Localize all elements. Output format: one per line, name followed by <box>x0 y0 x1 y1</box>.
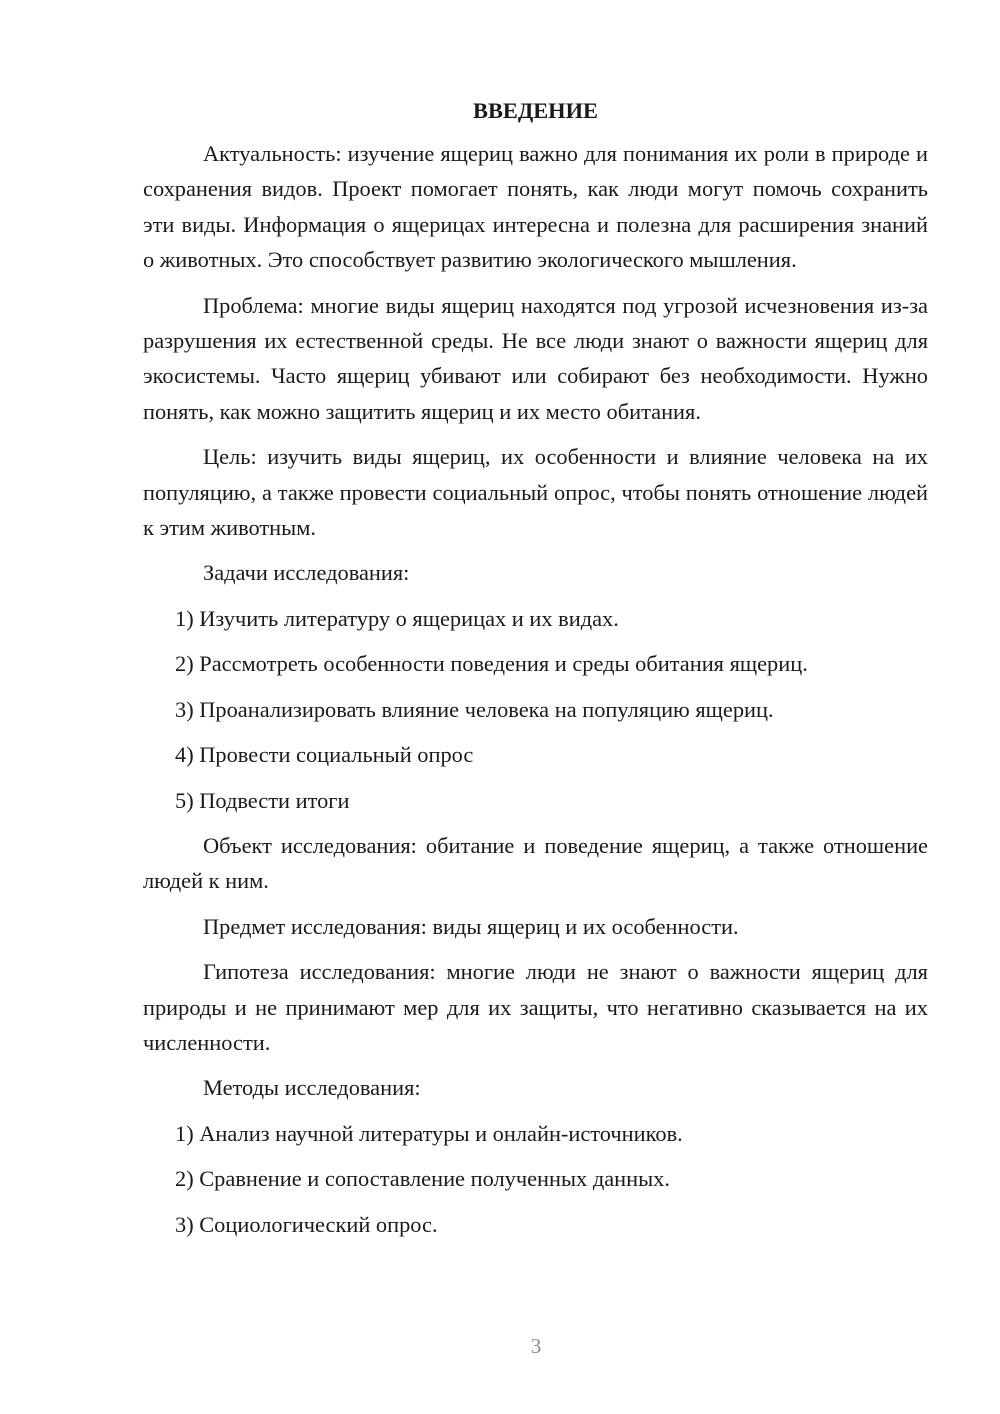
section-title: ВВЕДЕНИЕ <box>473 98 598 123</box>
problem-paragraph: Проблема: многие виды ящериц находятся под угрозой исчезновения из-за разрушения их естественной среды. Не все люди знают о важности ящериц для экосистемы. Часто ящериц убивают или собирают без необходимости. Нужно понять, как можно защитить ящериц и их место обитания. <box>143 292 928 424</box>
task-item: 5) Подвести итоги <box>175 787 350 813</box>
subject-paragraph: Предмет исследования: виды ящериц и их особенности. <box>203 913 739 939</box>
hypothesis-paragraph: Гипотеза исследования: многие люди не знают о важности ящериц для природы и не принимают мер для их защиты, что негативно сказывается на их численности. <box>143 959 928 1055</box>
method-item: 3) Социологический опрос. <box>175 1211 438 1237</box>
goal-paragraph: Цель: изучить виды ящериц, их особенности и влияние человека на их популяцию, а также провести социальный опрос, чтобы понять отношение людей к этим животным. <box>143 444 928 541</box>
method-item: 1) Анализ научной литературы и онлайн-источников. <box>175 1120 683 1146</box>
task-item: 1) Изучить литературу о ящерицах и их видах. <box>175 605 619 631</box>
object-paragraph: Объект исследования: обитание и поведение ящериц, а также отношение людей к ним. <box>143 832 928 894</box>
method-item: 2) Сравнение и сопоставление полученных данных. <box>175 1166 670 1192</box>
task-item: 4) Провести социальный опрос <box>175 742 474 768</box>
task-item: 3) Проанализировать влияние человека на популяцию ящериц. <box>175 696 774 722</box>
relevance-paragraph: Актуальность: изучение ящериц важно для понимания их роли в природе и сохранения видов. Проект помогает понять, как люди могут помочь сохранить эти виды. Информация о ящерицах интересна и полезна для расширения знаний о животных. Это способствует развитию экологического мышления. <box>143 141 928 273</box>
page-number: 3 <box>530 1334 542 1358</box>
tasks-label: Задачи исследования: <box>203 560 410 586</box>
task-item: 2) Рассмотреть особенности поведения и среды обитания ящериц. <box>175 651 808 677</box>
methods-label: Методы исследования: <box>203 1075 421 1101</box>
document-body <box>143 96 928 1252</box>
